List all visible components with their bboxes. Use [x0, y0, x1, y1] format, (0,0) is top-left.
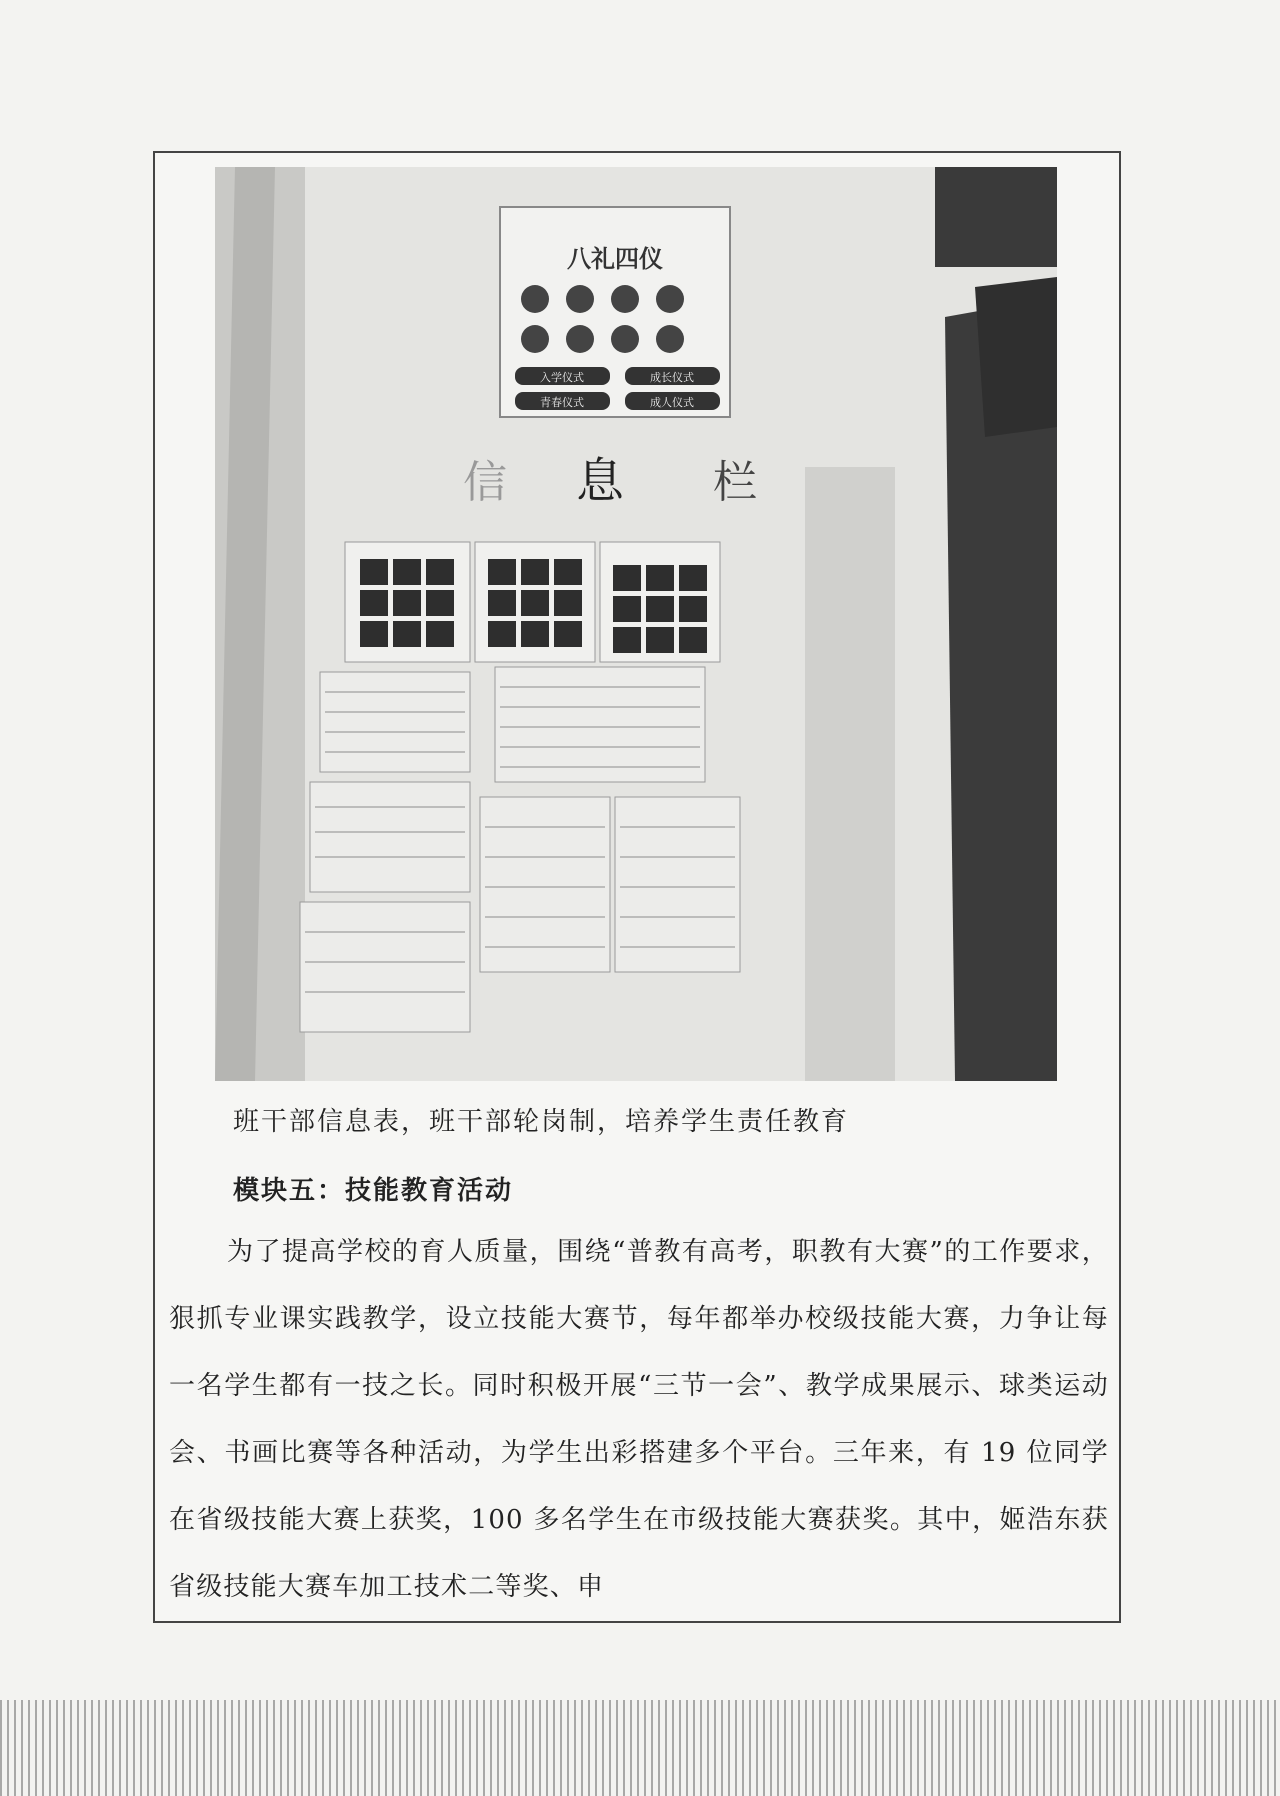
- cadre-photo-sheets: [345, 542, 720, 662]
- section-heading: 模块五：技能教育活动: [233, 1176, 514, 1206]
- poster-title: 八礼四仪: [567, 245, 663, 273]
- board-char-2: 息: [575, 453, 625, 509]
- ceremony-1: 入学仪式: [540, 371, 584, 384]
- ceremony-4: 成人仪式: [650, 396, 694, 409]
- document-frame: [153, 151, 1121, 1623]
- scan-noise-strip: [0, 1700, 1280, 1796]
- ceremony-3: 青春仪式: [540, 396, 584, 409]
- body-paragraph-container: [169, 1219, 1109, 1621]
- board-char-1: 信: [463, 457, 507, 508]
- body-paragraph: 为了提高学校的育人质量，围绕“普教有高考，职教有大赛”的工作要求，狠抓专业课实践教学，设立技能大赛节，每年都举办校级技能大赛，力争让每一名学生都有一技之长。同时积极开展“三节一会”、教学成果展示、球类运动会、书画比赛等各种活动，为学生出彩搭建多个平台。三年来，有 19 位同学在省级技能大赛上获奖，100 多名学生在市级技能大赛获奖。其中，姬浩东获省级技能大赛车加工技术二等奖、申: [169, 1237, 1109, 1602]
- bulletin-board-illustration: [215, 167, 1057, 1081]
- etiquette-poster: [500, 207, 730, 417]
- photo-caption: 班干部信息表，班干部轮岗制，培养学生责任教育: [233, 1107, 850, 1137]
- ceremony-2: 成长仪式: [650, 371, 694, 384]
- board-char-3: 栏: [713, 457, 757, 508]
- photo-bulletin-board: [215, 167, 1057, 1081]
